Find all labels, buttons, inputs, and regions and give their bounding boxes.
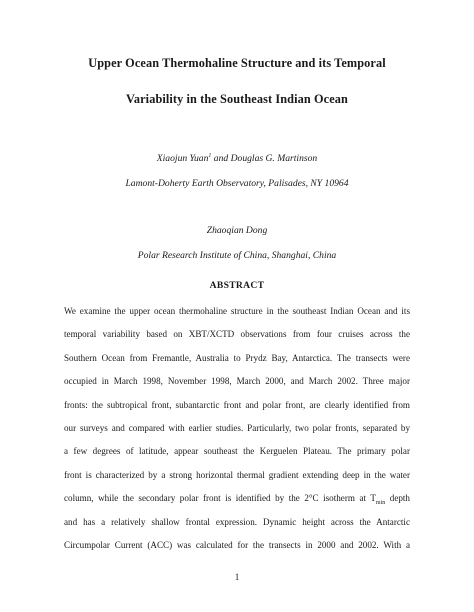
- abstract-heading: ABSTRACT: [209, 280, 265, 291]
- abstract-line: Southern Ocean from Fremantle, Australia to Prydz Bay, Antarctica. The transects were: [64, 352, 410, 363]
- abstract-body: [64, 300, 410, 557]
- abstract-line: Circumpolar Current (ACC) was calculated for the transects in 2000 and 2002. With a: [64, 540, 410, 551]
- abstract-line: front is characterized by a strong horizontal thermal gradient extending deep in the water: [64, 469, 410, 480]
- abstract-line: We examine the upper ocean thermohaline structure in the southeast Indian Ocean and its: [64, 306, 410, 316]
- author-name: Xiaojun Yuan: [156, 153, 209, 164]
- abstract-line: temporal variability based on XBT/XCTD observations from four cruises across the: [64, 329, 410, 340]
- author-line-1: [0, 153, 474, 164]
- abstract-line: fronts: the subtropical front, subantarctic front and polar front, are clearly identified from: [64, 399, 410, 410]
- tmin-subscript: min: [375, 500, 386, 507]
- abstract-line-tail: depth: [385, 493, 410, 504]
- abstract-line-tmin: [64, 487, 410, 510]
- paper-title-line-2: Variability in the Southeast Indian Ocean: [126, 92, 348, 106]
- author-line-2: Zhaoqian Dong: [206, 225, 268, 236]
- affiliation-line-1: Lamont-Doherty Earth Observatory, Palisades, NY 10964: [125, 178, 349, 189]
- abstract-line: our surveys and compared with earlier studies. Particularly, two polar fronts, separated by: [64, 423, 410, 434]
- co-author-name: and Douglas G. Martinson: [211, 153, 318, 164]
- affiliation-line-2: Polar Research Institute of China, Shanghai, China: [137, 250, 337, 261]
- affiliation-mark: 1: [208, 152, 212, 159]
- abstract-line: and has a relatively shallow frontal expression. Dynamic height across the Antarctic: [64, 516, 410, 527]
- page-number: 1: [234, 572, 240, 582]
- abstract-line: occupied in March 1998, November 1998, March 2000, and March 2002. Three major: [64, 376, 410, 387]
- abstract-line: a few degrees of latitude, appear southeast the Kerguelen Plateau. The primary polar: [64, 446, 410, 457]
- paper-title-line-1: Upper Ocean Thermohaline Structure and its Temporal: [88, 56, 386, 70]
- abstract-line-text: column, while the secondary polar front is identified by the 2°C isotherm at T: [64, 493, 376, 504]
